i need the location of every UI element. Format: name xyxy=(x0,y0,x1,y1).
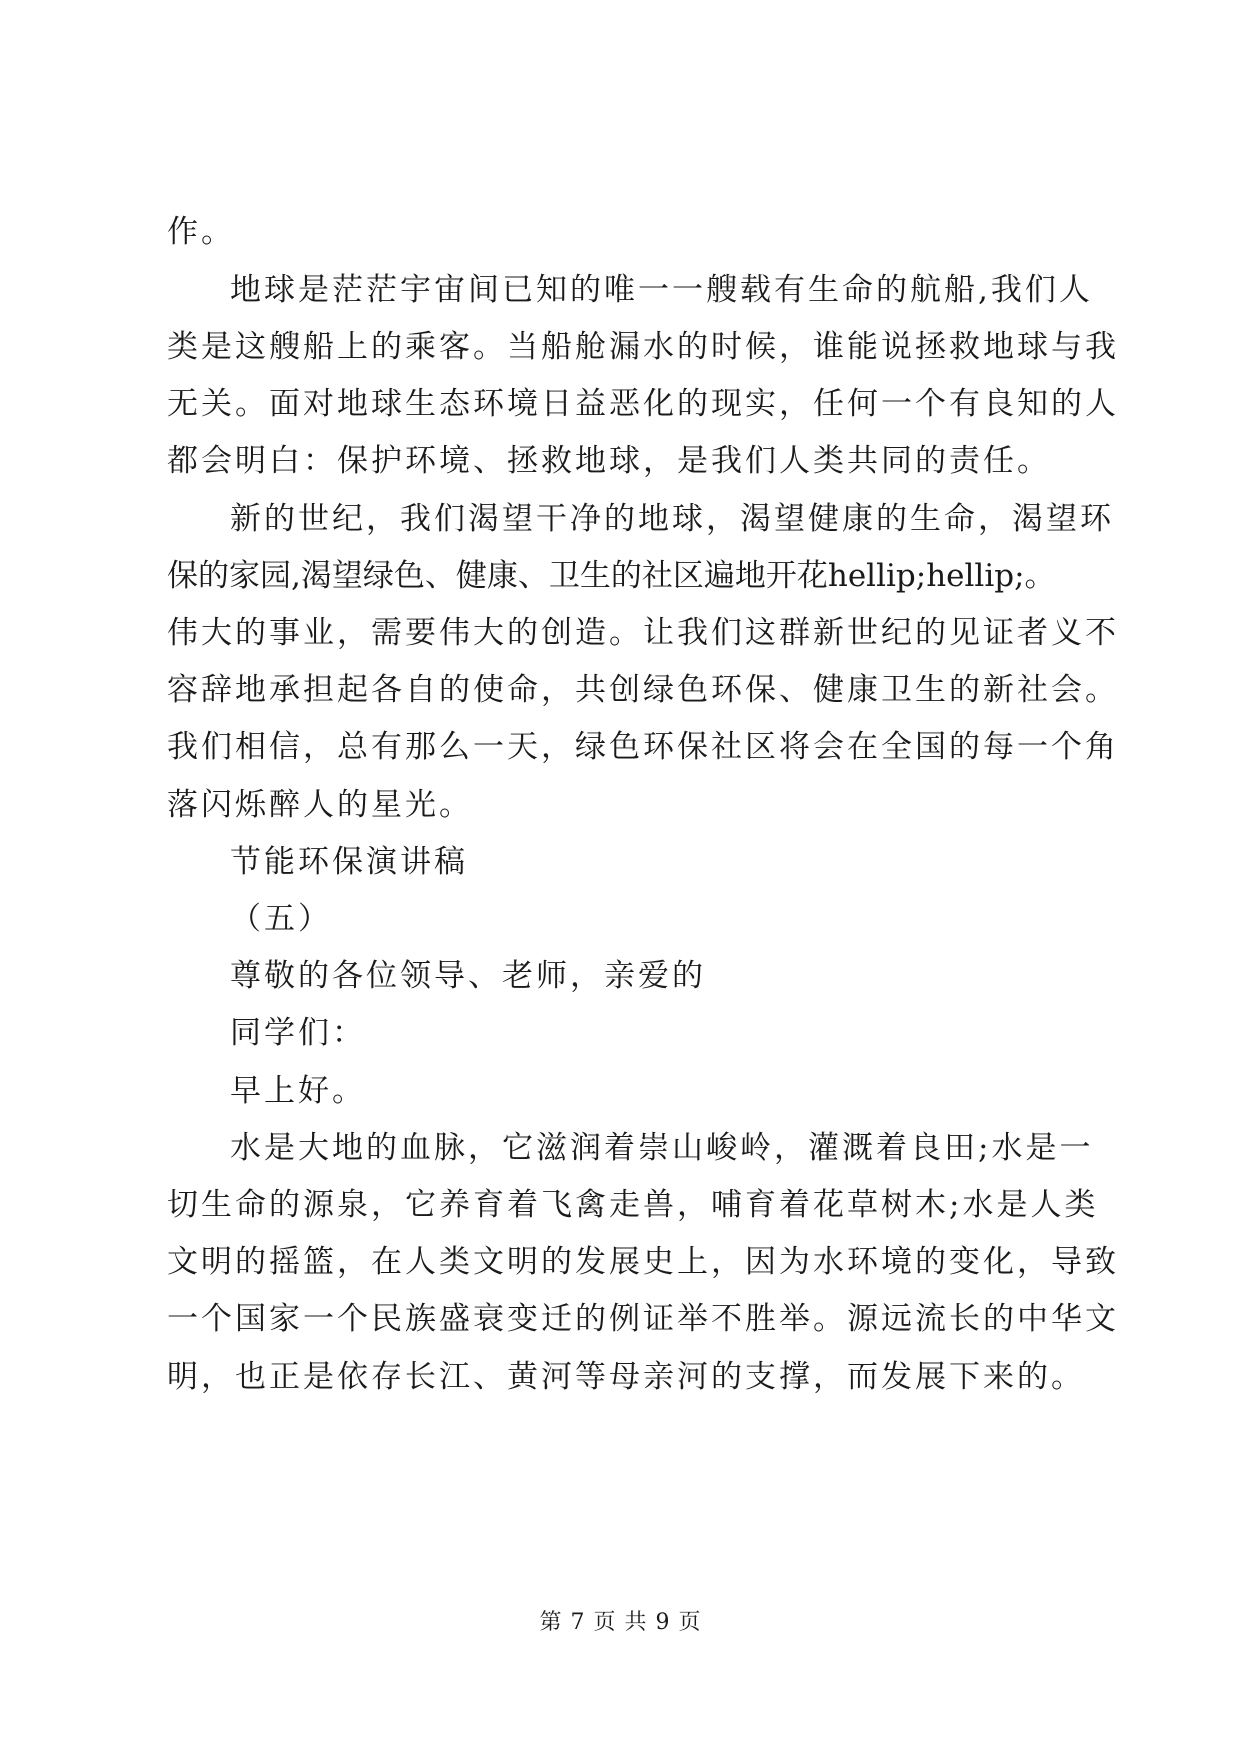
text-line: 类是这艘船上的乘客。当船舱漏水的时候，谁能说拯救地球与我 xyxy=(167,329,1119,365)
text-line: 落闪烁醉人的星光。 xyxy=(167,787,473,823)
text-line: 一个国家一个民族盛衰变迁的例证举不胜举。源远流长的中华文 xyxy=(167,1301,1119,1337)
text-line: 容辞地承担起各自的使命，共创绿色环保、健康卫生的新社会。 xyxy=(167,672,1119,708)
greeting: 早上好。 xyxy=(230,1073,366,1109)
salutation: 尊敬的各位领导、老师，亲爱的 xyxy=(230,958,706,994)
salutation: 同学们： xyxy=(230,1015,366,1051)
section-title: 节能环保演讲稿 xyxy=(230,844,468,880)
text-line: 文明的摇篮，在人类文明的发展史上，因为水环境的变化，导致 xyxy=(167,1244,1119,1280)
text-line: 水是大地的血脉，它滋润着崇山峻岭，灌溉着良田;水是一 xyxy=(230,1130,1094,1166)
text-line: 切生命的源泉，它养育着飞禽走兽，哺育着花草树木;水是人类 xyxy=(167,1187,1099,1223)
page-number-footer: 第 7 页 共 9 页 xyxy=(539,1610,702,1635)
text-line: 新的世纪，我们渴望干净的地球，渴望健康的生命，渴望环 xyxy=(230,501,1114,537)
text-line: 保的家园,渴望绿色、健康、卫生的社区遍地开花hellip;hellip;。 xyxy=(167,558,1056,594)
text-line: 作。 xyxy=(167,214,235,250)
section-number: （五） xyxy=(230,901,332,937)
text-line: 我们相信，总有那么一天，绿色环保社区将会在全国的每一个角 xyxy=(167,729,1119,765)
text-line: 地球是茫茫宇宙间已知的唯一一艘载有生命的航船,我们人 xyxy=(230,272,1093,308)
text-line: 明，也正是依存长江、黄河等母亲河的支撑，而发展下来的。 xyxy=(167,1359,1085,1395)
text-line: 无关。面对地球生态环境日益恶化的现实，任何一个有良知的人 xyxy=(167,386,1119,422)
text-line: 伟大的事业，需要伟大的创造。让我们这群新世纪的见证者义不 xyxy=(167,615,1119,651)
text-line: 都会明白：保护环境、拯救地球，是我们人类共同的责任。 xyxy=(167,443,1051,479)
